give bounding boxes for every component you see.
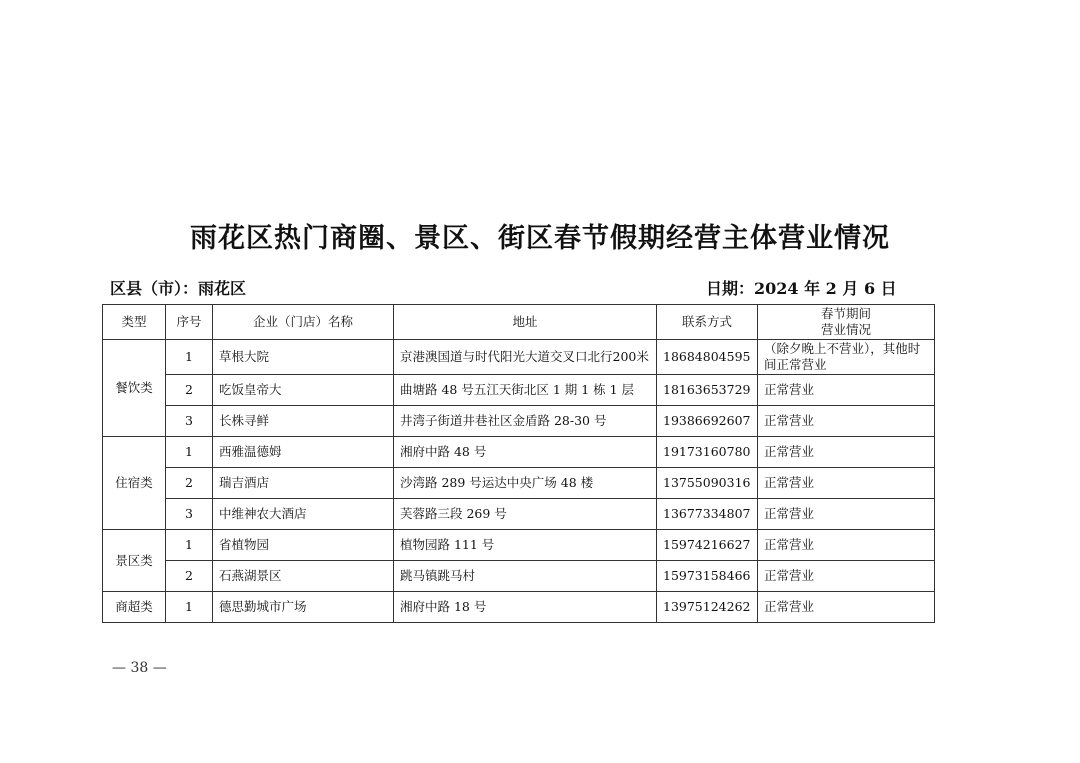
business-status: 正常营业 [758,499,935,530]
business-address: 湘府中路 18 号 [394,592,657,623]
business-phone: 15973158466 [657,561,758,592]
header-status [758,305,935,340]
business-address: 沙湾路 289 号运达中央广场 48 楼 [394,468,657,499]
row-number: 1 [166,592,213,623]
category-cell: 商超类 [103,592,166,623]
table-row [103,437,935,468]
business-name: 西雅温德姆 [213,437,394,468]
row-number: 2 [166,561,213,592]
business-address: 植物园路 111 号 [394,530,657,561]
business-address: 曲塘路 48 号五江天街北区 1 期 1 栋 1 层 [394,375,657,406]
business-phone: 13677334807 [657,499,758,530]
header-status-line1: 春节期间 [820,306,871,321]
table-row [103,340,935,375]
business-name: 省植物园 [213,530,394,561]
row-number: 2 [166,468,213,499]
business-name: 石燕湖景区 [213,561,394,592]
district-label: 区县（市）：雨花区 [110,279,247,298]
row-number: 2 [166,375,213,406]
business-address: 跳马镇跳马村 [394,561,657,592]
business-status: 正常营业 [758,468,935,499]
business-phone: 15974216627 [657,530,758,561]
business-status: 正常营业 [758,530,935,561]
business-address: 芙蓉路三段 269 号 [394,499,657,530]
row-number: 1 [166,437,213,468]
business-name: 吃饭皇帝大 [213,375,394,406]
row-number: 1 [166,340,213,375]
business-phone: 19386692607 [657,406,758,437]
business-phone: 13975124262 [657,592,758,623]
header-number: 序号 [166,305,213,340]
table-row [103,406,935,437]
table-header-row [103,305,935,340]
header-address: 地址 [394,305,657,340]
business-phone: 18163653729 [657,375,758,406]
row-number: 1 [166,530,213,561]
table-row [103,592,935,623]
category-cell: 住宿类 [103,437,166,530]
business-name: 瑞吉酒店 [213,468,394,499]
business-status-table [102,304,935,623]
table-row [103,375,935,406]
page-number: — 38 — [112,660,167,676]
row-number: 3 [166,499,213,530]
business-phone: 13755090316 [657,468,758,499]
business-name: 中维神农大酒店 [213,499,394,530]
date-label: 日期：2024 年 2 月 6 日 [706,279,897,298]
header-name: 企业（门店）名称 [213,305,394,340]
business-address: 湘府中路 48 号 [394,437,657,468]
document-title: 雨花区热门商圈、景区、街区春节假期经营主体营业情况 [190,223,890,254]
header-status-line2: 营业情况 [820,322,871,337]
header-phone: 联系方式 [657,305,758,340]
category-cell: 景区类 [103,530,166,592]
business-name: 草根大院 [213,340,394,375]
table-row [103,561,935,592]
business-status: 正常营业 [758,406,935,437]
business-status: 正常营业 [758,592,935,623]
business-name: 德思勤城市广场 [213,592,394,623]
business-status: （除夕晚上不营业），其他时间正常营业 [758,340,935,375]
business-status: 正常营业 [758,375,935,406]
table-row [103,530,935,561]
table-row [103,499,935,530]
business-address: 井湾子街道井巷社区金盾路 28-30 号 [394,406,657,437]
business-name: 长株寻鲜 [213,406,394,437]
business-phone: 19173160780 [657,437,758,468]
business-status: 正常营业 [758,437,935,468]
table-row [103,468,935,499]
business-status: 正常营业 [758,561,935,592]
row-number: 3 [166,406,213,437]
business-address: 京港澳国道与时代阳光大道交叉口北行200米 [394,340,657,375]
business-phone: 18684804595 [657,340,758,375]
category-cell: 餐饮类 [103,340,166,437]
header-type: 类型 [103,305,166,340]
